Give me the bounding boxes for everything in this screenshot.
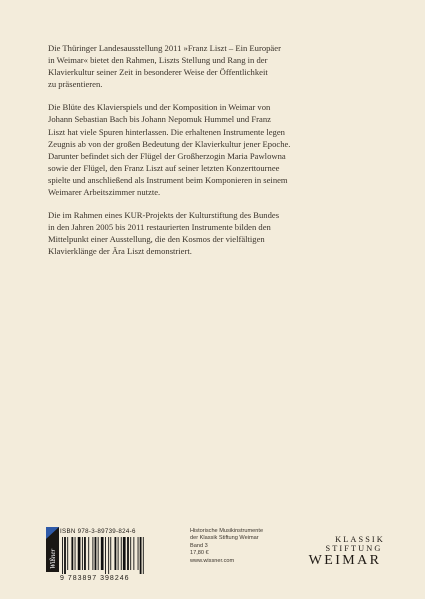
barcode-bar bbox=[62, 537, 63, 574]
barcode-bar bbox=[138, 537, 139, 570]
text-line: Klavierklänge der Ära Liszt demonstriert. bbox=[48, 246, 192, 257]
barcode-bar bbox=[127, 537, 129, 570]
text-line: Klavierkultur seiner Zeit in besonderer Weise der Öffentlichkeit bbox=[48, 67, 268, 78]
series-info bbox=[190, 528, 290, 565]
barcode-bar bbox=[98, 537, 99, 570]
barcode-bar bbox=[118, 537, 119, 570]
text-line: in Weimar« bietet den Rahmen, Liszts Stellung und Rang in der bbox=[48, 55, 268, 66]
text-line: spielte und anschließend als Instrument beim Komponieren in seinem bbox=[48, 174, 288, 185]
barcode-bar bbox=[82, 537, 83, 570]
barcode bbox=[60, 537, 175, 574]
barcode-bar bbox=[105, 537, 106, 574]
text-line: Darunter befindet sich der Flügel der Großherzogin Maria Pawlowna bbox=[48, 150, 286, 161]
barcode-bar bbox=[110, 537, 111, 570]
text-line: Die Thüringer Landesausstellung 2011 »Franz Liszt – Ein Europäer bbox=[48, 43, 281, 53]
series-volume: Band 3 bbox=[190, 542, 208, 549]
blurb-paragraph-2 bbox=[48, 101, 388, 198]
publisher-logo-icon bbox=[46, 527, 59, 572]
barcode-bar bbox=[140, 537, 142, 574]
klassik-stiftung-logo bbox=[290, 535, 400, 568]
brand-line-1: KLASSIK bbox=[335, 535, 385, 544]
barcode-bar bbox=[121, 537, 122, 570]
brand-line-2: STIFTUNG bbox=[325, 544, 383, 553]
barcode-bar bbox=[88, 537, 89, 570]
text-line: Johann Sebastian Bach bis Johann Nepomuk Hummel und Franz bbox=[48, 114, 271, 125]
barcode-bar bbox=[143, 537, 144, 574]
publisher-logo bbox=[46, 527, 59, 572]
text-line: in den Jahren 2005 bis 2011 restaurierten Instrumente bilden den bbox=[48, 222, 271, 233]
barcode-bar bbox=[67, 537, 68, 570]
barcode-bar bbox=[84, 537, 86, 570]
series-title-line: Historische Musikinstrumente bbox=[190, 528, 264, 534]
barcode-bar bbox=[108, 537, 109, 574]
barcode-bar bbox=[92, 537, 93, 570]
brand-line-3: WEIMAR bbox=[308, 553, 382, 568]
barcode-bar bbox=[115, 537, 117, 570]
series-title-line: der Klassik Stiftung Weimar bbox=[190, 535, 259, 542]
barcode-bar bbox=[64, 537, 66, 574]
barcode-bar bbox=[130, 537, 131, 570]
text-line: Die Blüte des Klavierspiels und der Komposition in Weimar von bbox=[48, 102, 271, 113]
text-line: zu präsentieren. bbox=[48, 79, 103, 90]
publisher-logo-text: Wißner bbox=[49, 548, 57, 569]
barcode-bar bbox=[78, 537, 81, 570]
price: 17,80 € bbox=[190, 550, 209, 557]
text-line: Mittelpunkt einer Ausstellung, die den Kosmos der vielfältigen bbox=[48, 234, 265, 245]
barcode-bar bbox=[71, 537, 73, 570]
barcode-bar bbox=[123, 537, 126, 570]
text-line: Die im Rahmen eines KUR-Projekts der Kulturstiftung des Bundes bbox=[48, 210, 280, 221]
text-line: Weimarer Arbeitszimmer nutzte. bbox=[48, 187, 161, 198]
barcode-bar bbox=[95, 537, 97, 570]
barcode-bar bbox=[75, 537, 76, 570]
text-line: Zeugnis ab von der großen Bedeutung der Klavierkultur jener Epoche. bbox=[48, 138, 291, 149]
barcode-digits: 9 783897 398246 bbox=[60, 575, 130, 582]
text-line: sowie der Flügel, den Franz Liszt auf seiner letzten Konzerttournee bbox=[48, 162, 280, 173]
barcode-bar bbox=[133, 537, 134, 570]
blurb-paragraph-3 bbox=[48, 209, 388, 257]
blurb-paragraph-1 bbox=[48, 42, 388, 90]
text-line: Liszt hat viele Spuren hinterlassen. Die erhaltenen Instrumente legen bbox=[48, 126, 285, 137]
isbn-label: ISBN 978-3-89739-824-6 bbox=[60, 528, 136, 535]
publisher-website: www.wissner.com bbox=[190, 557, 235, 564]
barcode-bar bbox=[101, 537, 104, 570]
blurb-text bbox=[48, 42, 388, 269]
